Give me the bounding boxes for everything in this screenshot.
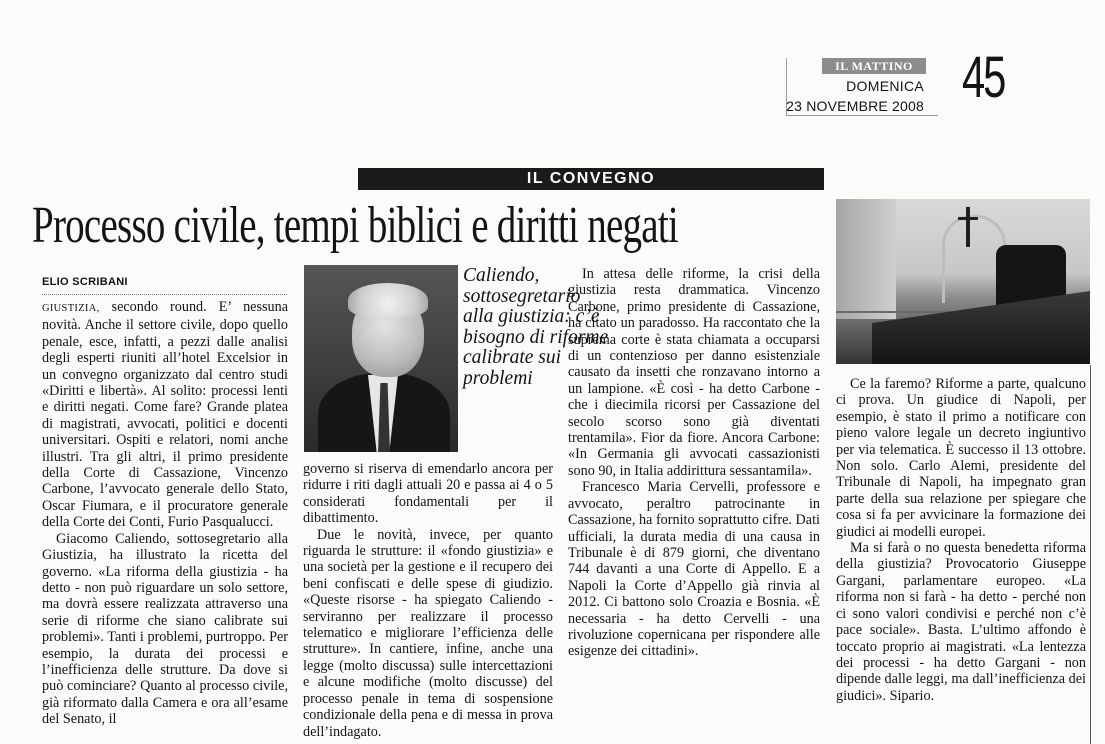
paragraph: Due le novità, invece, per quanto riguarda le strutture: il «fondo giustizia» e una società per la gestione e il recupero dei beni confiscati e delle spese di giudizio. «Queste risorse - ha spiegato Caliendo - serviranno per realizzare il processo telematico e migliorare l’efficienza delle strutture». In cantiere, infine, anche una legge (molto discussa) sulle intercettazioni e alcune modifiche (molto discusse) del processo penale in tema di sospensione condizionale della pena e di messa in prova dell’indagato. <box>303 526 553 740</box>
newspaper-name: IL MATTINO <box>822 58 926 74</box>
paragraph-text: secondo round. E’ nessuna novità. Anche il settore civile, dopo quello penale, esce, infatti, a pezzi dalle analisi degli esperti riuniti all’hotel Excelsior in un convegno organizzato dal centro studi «Diritti e libertà». Al solito: processi lenti e diritti negati. Come fare? Grande platea di magistrati, avvocati, politici e docenti universitari. Ospiti e relatori, nomi anche illustri. Tra gli altri, il primo presidente della Corte di Cassazione, Vincenzo Carbone, l’avvocato generale dello Stato, Oscar Fiumara, e il procuratore generale della Corte dei Conti, Furio Pasqualucci. <box>42 299 288 531</box>
byline: ELIO SCRIBANI <box>42 276 128 288</box>
photo-wall <box>836 199 896 319</box>
article-column-1 <box>42 299 288 728</box>
article-column-2 <box>303 461 553 740</box>
section-banner: IL CONVEGNO <box>358 168 824 190</box>
byline-rule <box>42 294 287 295</box>
article-headline: Processo civile, tempi biblici e diritti negati <box>32 197 679 254</box>
article-column-4 <box>836 376 1086 704</box>
photo-figure-hair <box>348 283 428 317</box>
paragraph: Ce la faremo? Riforme a parte, qualcuno ci prova. Un giudice di Napoli, per esempio, è stato il primo a notificare con pieno valore legale un decreto ingiuntivo per via telematica. È successo il 13 ottobre. Non solo. Carlo Alemi, presidente del Tribunale di Napoli, ha impegnato gran parte della sua relazione per spiegare che cosa si fa per avvicinare la formazione dei giudici ai modelli europei. <box>836 376 1086 540</box>
masthead-rule <box>786 115 938 116</box>
paragraph <box>42 299 288 531</box>
page-number: 45 <box>962 45 1005 110</box>
masthead-date: 23 NOVEMBRE 2008 <box>786 98 924 114</box>
crucifix-icon <box>966 207 970 247</box>
masthead <box>786 58 938 116</box>
masthead-day: DOMENICA <box>846 78 924 94</box>
column-rule <box>1090 365 1091 744</box>
paragraph: Giacomo Caliendo, sottosegretario alla Giustizia, ha illustrato la ricetta del governo. «La riforma della giustizia - ha detto - non può riguardare un solo settore, ma dovrà essere realizzata attraverso una serie di riforme che siano calibrate sui problemi». Tanti i problemi, purtroppo. Per esempio, la durata dei processi e l’inefficienza delle strutture. Da dove si può cominciare? Quanto al processo civile, già riformato dalla Camera e ora all’esame del Senato, il <box>42 530 288 728</box>
courtroom-photo <box>836 199 1090 364</box>
paragraph: Ma si farà o no questa benedetta riforma della giustizia? Provocatorio Giuseppe Gargani, parlamentare europeo. «La riforma non si farà - ha detto - perché non ci sono valori condivisi e perché non c’è pace sociale». Basta. L’ultimo affondo è toccato proprio ai magistrati. «La lentezza dei processi - ha detto Gargani - non dipende dalle leggi, ma dall’inefficienza dei giudici». Sipario. <box>836 540 1086 704</box>
lead-word: GIUSTIZIA, <box>42 303 100 314</box>
paragraph: Francesco Maria Cervelli, professore e avvocato, peraltro patrocinante in Cassazione, ha fornito soprattutto cifre. Dati ufficiali, la durata media di una causa in Tribunale è di 879 giorni, che diventano 744 davanti a una Corte di Appello. E a Napoli la Corte d’Appello già rinvia al 2012. Ci battono solo Croazia e Bosnia. «È necessaria - ha detto Cervelli - una rivoluzione copernicana per rispondere alle esigenze dei cittadini». <box>568 479 820 660</box>
article-column-3 <box>568 266 820 660</box>
portrait-photo <box>304 265 458 452</box>
paragraph: In attesa delle riforme, la crisi della giustizia resta drammatica. Vincenzo Carbone, primo presidente di Cassazione, ha citato un paradosso. Ha raccontato che la suprema corte è stata chiamata a occuparsi di un contenzioso per danno esistenziale causato da insetti che ronzavano intorno a un lampione. «È così - ha detto Carbone - che i diecimila ricorsi per Cassazione del secolo scorso sono già diventati trentamila». Fior da fiore. Ancora Carbone: «In Germania gli avvocati cassazionisti sono 90, in Italia addirittura sessantamila». <box>568 266 820 479</box>
paragraph: governo si riserva di emendarlo ancora per ridurre i riti dagli attuali 20 e passa ai 4 o 5 considerati fondamentali per il dibattimento. <box>303 461 553 527</box>
crucifix-bar <box>958 217 978 220</box>
pull-quote: Caliendo, sottosegretario alla giustizia: c’è bisogno di riforme calibrate sui problemi <box>463 265 609 389</box>
